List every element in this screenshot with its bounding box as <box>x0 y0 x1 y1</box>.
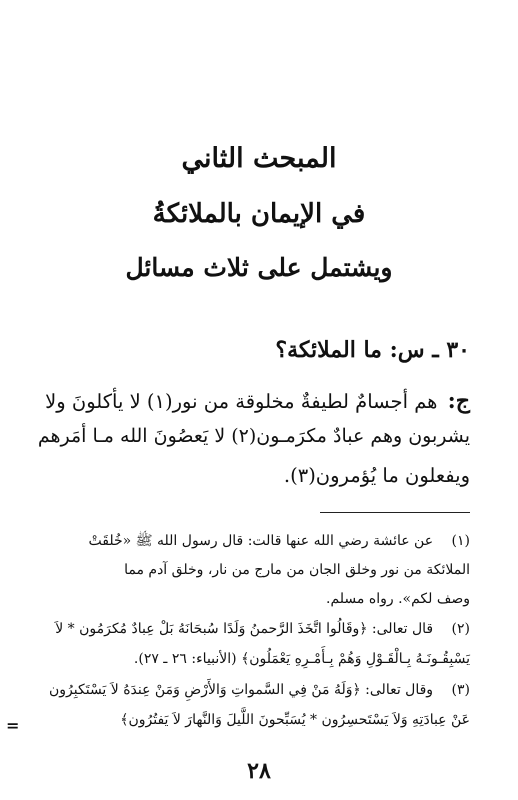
footnote-1-text-1: عن عائشة رضي الله عنها قالت: قال رسول الله ﷺ «خُلقَتْ <box>88 533 434 549</box>
footnote-1-line-2: الملائكة من نور وخلق الجان من مارج من نار، وخلق آدم مما <box>124 562 470 578</box>
continuation-mark: = <box>6 716 20 735</box>
section-intro: ويشتمل على ثلاث مسائل <box>125 253 393 282</box>
footnote-1-line-1 <box>30 534 470 548</box>
section-subtitle: في الإيمان بالملائكةُ <box>152 199 366 229</box>
footnote-3-number: (٣) <box>451 682 470 698</box>
footnote-2-line-1 <box>30 622 470 636</box>
page-number: ٢٨ <box>247 758 271 784</box>
answer-letter: ج: <box>447 388 470 414</box>
footnote-2-line-2: يَسْبِقُـونَـهُ بِـالْقَـوْلِ وَهُمْ بِـأَمْـرِهِ يَعْمَلُون﴾ (الأنبياء: ٢٦ ـ ٢٧). <box>133 651 470 667</box>
footnote-1-number: (١) <box>451 533 470 549</box>
section-title: المبحث الثاني <box>181 143 337 174</box>
footnote-2-number: (٢) <box>451 621 470 637</box>
question-text: ٣٠ ـ س: ما الملائكة؟ <box>275 337 470 363</box>
answer-text-1: هم أجسامٌ لطيفةٌ مخلوقة من نور(١) لا يأكلونَ ولا <box>45 390 438 413</box>
footnote-2-text-1: قال تعالى: ﴿وقَالُوا اتَّخَذَ الرَّحمنُ وَلَدًا سُبحَانَهُ بَلْ عِبادٌ مُكرَمُون * لاَ <box>55 621 434 637</box>
footnote-3-line-1 <box>30 683 470 697</box>
footnote-divider <box>320 512 470 513</box>
answer-line-3: ويفعلون ما يُؤمرون(٣). <box>283 464 470 487</box>
footnote-3-line-2: عَنْ عِبادَتِهِ وَلاَ يَسْتَحسِرُون * يُسَبِّحونَ اللَّيلَ وَالنَّهارَ لاَ يَفتُرُون﴾ <box>120 712 470 728</box>
answer-line-2: يشربون وهم عبادٌ مكرَمـون(٢) لا يَعصُونَ الله مـا أمَرهم <box>37 425 470 447</box>
footnote-3-text-1: وقال تعالى: ﴿وَلَهُ مَنْ فِي السَّمواتِ وَالأَرْضِ وَمَنْ عِندَهُ لاَ يَسْتَكبِرُون <box>49 682 434 698</box>
answer-line-1 <box>34 388 470 414</box>
footnote-1-line-3: وصف لكم». رواه مسلم. <box>326 591 470 607</box>
